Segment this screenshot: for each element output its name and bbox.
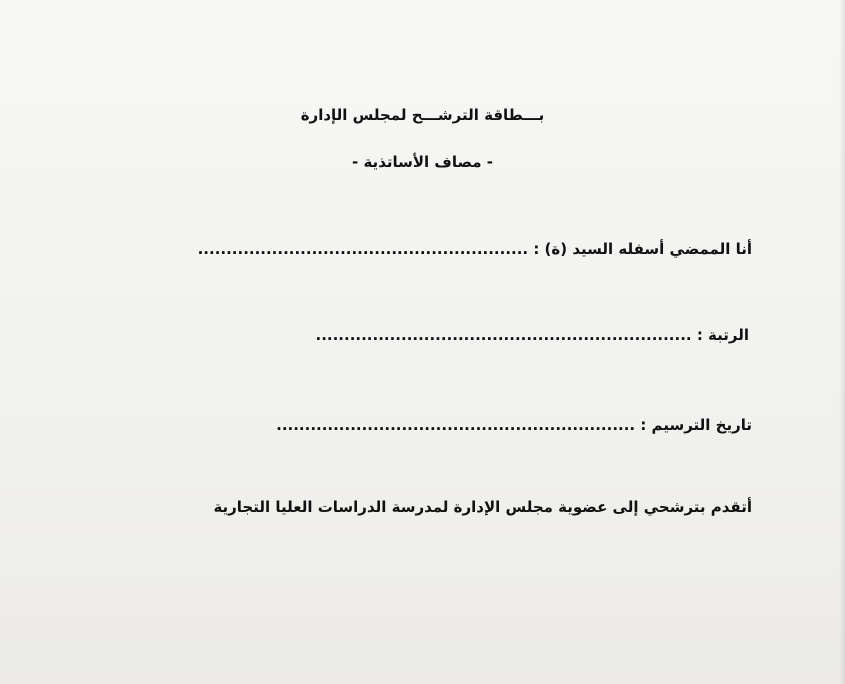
document-subtitle: - مصاف الأساتذية -	[352, 153, 493, 171]
appointment-date-field-line: تاريخ الترسيم : ...............................................................	[276, 416, 752, 434]
rank-field-line: الرتبة : ..................................................................	[315, 326, 749, 344]
candidacy-declaration: أتقدم بترشحي إلى عضوية مجلس الإدارة لمدرسة الدراسات العليا التجارية	[213, 498, 752, 516]
name-field-line: أنا الممضي أسفله السيد (ة) : ..........................................................	[197, 240, 752, 258]
page-edge-shadow	[839, 0, 845, 684]
document-title: بـــطاقة الترشـــح لمجلس الإدارة	[300, 106, 545, 124]
